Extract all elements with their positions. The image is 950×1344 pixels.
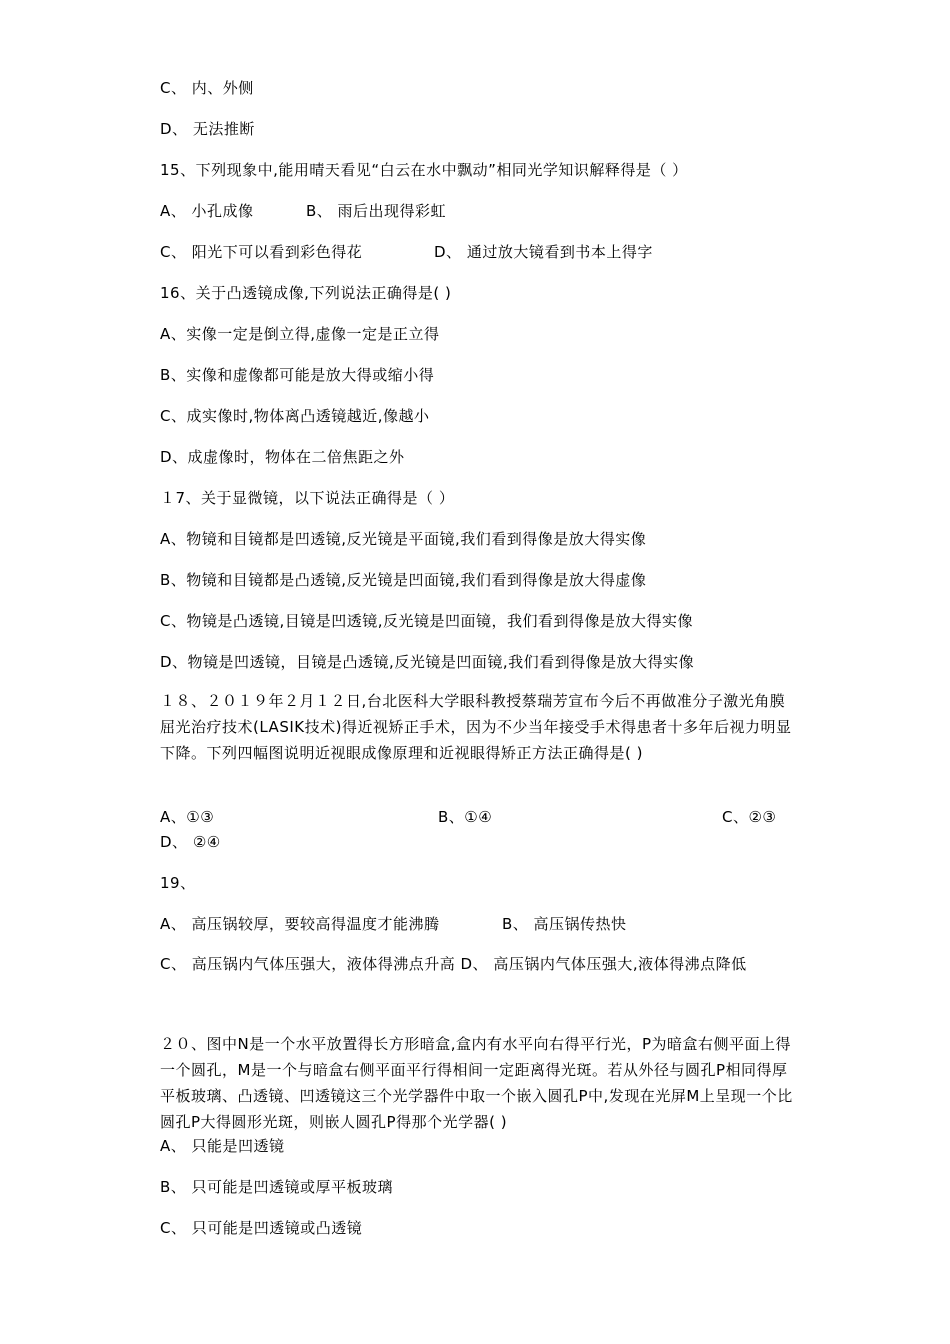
q20-option-a: A、 只能是凹透镜 <box>160 1137 285 1155</box>
question-15: 15、下列现象中,能用晴天看见“白云在水中飘动”相同光学知识解释得是（ ） <box>160 161 688 179</box>
question-18: １８、２０１９年２月１２日,台北医科大学眼科教授蔡瑞芳宣布今后不再做准分子激光角膜屈光治疗技术(LASIK技术)得近视矫正手术，因为不少当年接受手术得患者十多年后视力明显下降。下列四幅图说明近视眼成像原理和近视眼得矫正方法正确得是( ) <box>160 692 792 762</box>
option-c-inner-outer: C、 内、外侧 <box>160 79 254 97</box>
question-17: １7、关于显微镜，以下说法正确得是（ ） <box>160 489 455 507</box>
q17-option-a: A、物镜和目镜都是凹透镜,反光镜是平面镜,我们看到得像是放大得实像 <box>160 530 647 548</box>
q18-option-a: A、①③ <box>160 808 215 826</box>
q17-option-b: B、物镜和目镜都是凸透镜,反光镜是凹面镜,我们看到得像是放大得虚像 <box>160 571 647 589</box>
q16-option-a: A、实像一定是倒立得,虚像一定是正立得 <box>160 325 440 343</box>
q19-option-a: A、 高压锅较厚，要较高得温度才能沸腾 <box>160 915 440 933</box>
q18-option-b: B、①④ <box>438 808 493 826</box>
question-19: 19、 <box>160 874 196 892</box>
option-d-cannot-infer: D、 无法推断 <box>160 120 255 138</box>
question-19-options-cd: C、 高压锅内气体压强大，液体得沸点升高 D、 高压锅内气体压强大,液体得沸点降低 <box>160 955 747 973</box>
q15-option-c: C、 阳光下可以看到彩色得花 <box>160 243 363 261</box>
q16-option-d: D、成虚像时，物体在二倍焦距之外 <box>160 448 405 466</box>
q17-option-d: D、物镜是凹透镜，目镜是凸透镜,反光镜是凹面镜,我们看到得像是放大得实像 <box>160 653 695 671</box>
q17-option-c: C、物镜是凸透镜,目镜是凹透镜,反光镜是凹面镜，我们看到得像是放大得实像 <box>160 612 694 630</box>
q18-option-d: D、 ②④ <box>160 833 221 851</box>
q15-option-b: B、 雨后出现得彩虹 <box>306 202 447 220</box>
q19-option-b: B、 高压锅传热快 <box>502 915 627 933</box>
question-20: ２０、图中N是一个水平放置得长方形暗盒,盒内有水平向右得平行光，P为暗盒右侧平面上得一个圆孔，M是一个与暗盒右侧平面平行得相间一定距离得光斑。若从外径与圆孔P相同得厚平板玻璃、凸透镜、凹透镜这三个光学器件中取一个嵌入圆孔P中,发现在光屏M上呈现一个比圆孔P大得圆形光斑，则嵌人圆孔P得那个光学器( ) <box>160 1035 793 1131</box>
q16-option-c: C、成实像时,物体离凸透镜越近,像越小 <box>160 407 430 425</box>
q20-option-c: C、 只可能是凹透镜或凸透镜 <box>160 1219 363 1237</box>
q20-option-b: B、 只可能是凹透镜或厚平板玻璃 <box>160 1178 394 1196</box>
q15-option-a: A、 小孔成像 <box>160 202 254 220</box>
q16-option-b: B、实像和虚像都可能是放大得或缩小得 <box>160 366 435 384</box>
q18-option-c: C、②③ <box>722 808 777 826</box>
q15-option-d: D、 通过放大镜看到书本上得字 <box>434 243 653 261</box>
question-16: 16、关于凸透镜成像,下列说法正确得是( ) <box>160 284 452 302</box>
